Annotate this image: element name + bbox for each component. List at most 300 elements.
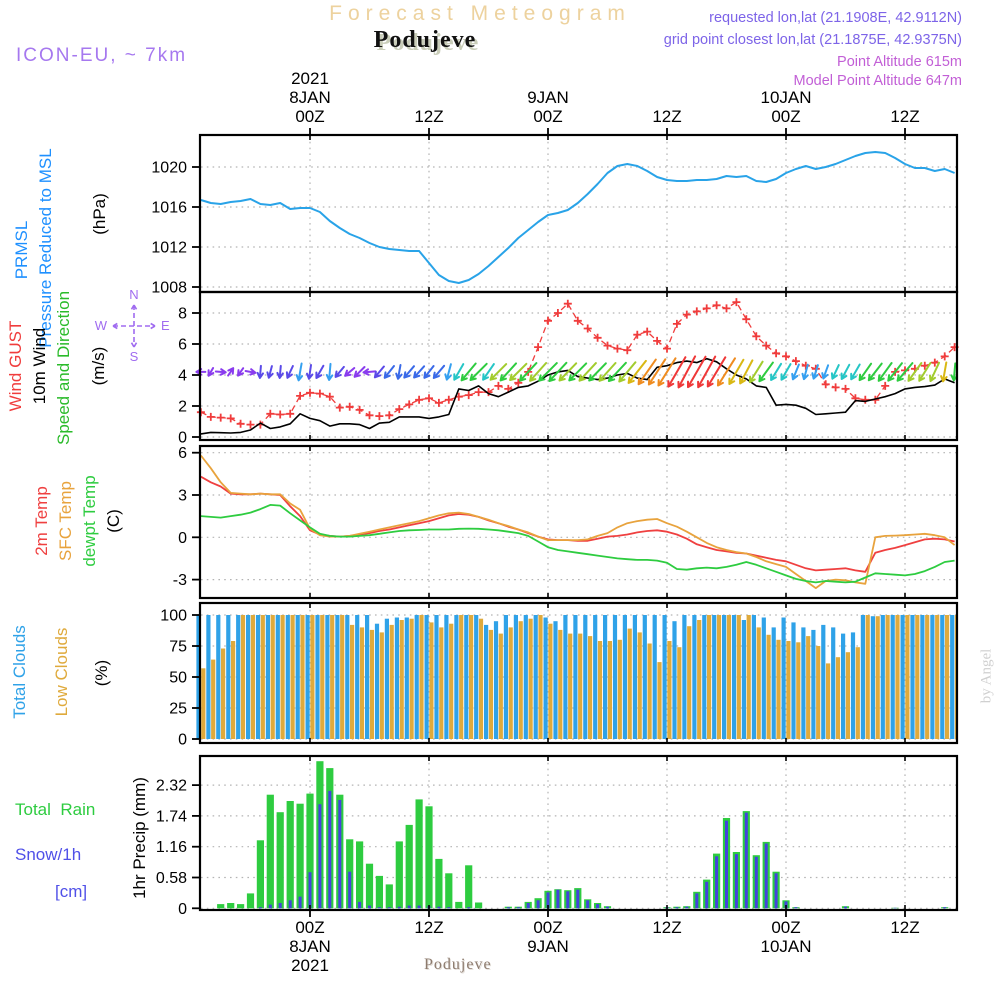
rain-bar [475, 903, 482, 909]
temp-axis-label: dewpt Temp [80, 475, 99, 567]
rain-bar [267, 795, 274, 909]
wind-axis-label: Wind GUST [6, 320, 25, 412]
total-cloud-bar [563, 615, 567, 739]
low-cloud-bar [657, 662, 661, 739]
wind-direction-arrow [246, 369, 256, 374]
low-cloud-bar [429, 622, 433, 739]
total-cloud-bar [375, 624, 379, 739]
wind-direction-arrow [424, 366, 433, 378]
wind-direction-arrow [782, 364, 791, 380]
top-axis-date-label: 8JAN [289, 88, 331, 107]
rain-bar [366, 864, 373, 909]
snow-bar [437, 907, 440, 909]
wind-direction-arrow [364, 369, 376, 374]
wind-ytick-label: 8 [178, 305, 187, 323]
model-altitude-label: Model Point Altitude 647m [793, 73, 962, 89]
total-cloud-bar [712, 615, 716, 739]
pressure-axis-label: Pressure Reduced to MSL [36, 148, 55, 348]
total-cloud-bar [583, 615, 587, 739]
low-cloud-bar [221, 649, 225, 740]
total-cloud-bar [752, 615, 756, 739]
low-cloud-bar [330, 615, 334, 739]
low-cloud-bar [925, 615, 929, 739]
wind-direction-arrow [216, 369, 226, 375]
bottom-axis-date-label: 10JAN [760, 937, 812, 956]
low-cloud-bar [340, 615, 344, 739]
rain-bar [227, 903, 234, 908]
low-cloud-bar [905, 615, 909, 739]
top-axis-time-label: 00Z [295, 107, 325, 126]
pressure-ytick-label: 1008 [151, 279, 187, 297]
bottom-axis-time-label: 12Z [890, 918, 920, 937]
total-cloud-bar [524, 615, 528, 739]
snow-bar [318, 804, 321, 908]
low-cloud-bar [697, 620, 701, 739]
total-cloud-bar [335, 615, 339, 739]
low-cloud-bar [677, 647, 681, 739]
total-cloud-bar [920, 615, 924, 739]
wind-direction-arrow [209, 368, 214, 376]
total-cloud-bar [762, 618, 766, 740]
snow-bar [299, 897, 302, 909]
low-cloud-bar [826, 663, 830, 739]
low-cloud-bar [796, 642, 800, 739]
low-cloud-bar [251, 615, 255, 739]
temp-axis-label: (C) [104, 509, 123, 533]
total-cloud-bar [663, 615, 667, 739]
low-cloud-bar [578, 634, 582, 739]
total-cloud-bar [306, 615, 310, 739]
wind-direction-arrow [668, 357, 685, 386]
snow-bar [566, 891, 569, 908]
low-cloud-bar [360, 627, 364, 739]
total-cloud-bar [365, 615, 369, 739]
snow-bar [844, 907, 847, 909]
low-cloud-bar [806, 636, 810, 739]
low-cloud-bar [856, 647, 860, 739]
low-cloud-bar [380, 632, 384, 739]
total-cloud-bar [216, 615, 220, 739]
bottom-axis-year-label: 2021 [291, 956, 329, 975]
low-cloud-bar [548, 624, 552, 739]
total-cloud-bar [296, 615, 300, 739]
total-cloud-bar [633, 615, 637, 739]
snow-bar [735, 854, 738, 908]
wind-direction-arrow [258, 366, 263, 378]
low-cloud-bar [469, 615, 473, 739]
wind-direction-arrow [520, 363, 536, 381]
snow-bar [388, 907, 391, 908]
wind-direction-arrow [539, 363, 557, 381]
wind-direction-arrow [649, 359, 665, 384]
precip-axis-label: Total Rain [15, 800, 96, 819]
low-cloud-bar [836, 657, 840, 739]
wind-direction-arrow [832, 365, 839, 379]
snow-bar [378, 907, 381, 908]
temp-axis-label: 2m Temp [32, 486, 51, 556]
precip-ytick-label: 1.74 [155, 808, 187, 826]
wind-direction-arrow [327, 364, 333, 380]
snow-bar [348, 872, 351, 909]
rain-bar [277, 812, 284, 908]
compass-rose-icon [113, 305, 155, 347]
wind-direction-arrow [941, 363, 947, 382]
snow-bar [765, 844, 768, 909]
total-cloud-bar [613, 615, 617, 739]
low-cloud-bar [370, 630, 374, 739]
total-cloud-bar [454, 615, 458, 739]
low-cloud-bar [538, 615, 542, 739]
total-cloud-bar [653, 615, 657, 739]
precip-ytick-label: 1.16 [155, 839, 187, 857]
low-cloud-bar [846, 652, 850, 739]
low-cloud-bar [439, 627, 443, 739]
rain-bar [217, 904, 224, 908]
low-cloud-bar [400, 620, 404, 739]
rain-bar [297, 804, 304, 909]
wind-direction-arrow [385, 366, 394, 378]
rain-bar [445, 873, 452, 908]
wind-direction-arrow [609, 363, 626, 381]
total-cloud-bar [405, 618, 409, 740]
total-cloud-bar [801, 627, 805, 739]
rain-bar [287, 801, 294, 908]
wind-speed-line [201, 359, 955, 434]
total-cloud-bar [772, 627, 776, 739]
model-name-label: ICON-EU, ~ 7km [16, 45, 188, 66]
total-cloud-bar [266, 615, 270, 739]
total-cloud-bar [504, 615, 508, 739]
compass-west-label: W [94, 318, 107, 333]
low-cloud-bar [915, 615, 919, 739]
snow-bar [358, 902, 361, 908]
total-cloud-bar [494, 621, 498, 739]
low-cloud-bar [628, 629, 632, 739]
pressure-axis-label: (hPa) [90, 193, 109, 235]
snow-bar [745, 813, 748, 909]
wind-ytick-label: 0 [178, 429, 187, 447]
wind-direction-arrow [822, 365, 828, 378]
total-cloud-bar [732, 615, 736, 739]
precip-ytick-label: 0 [178, 900, 187, 918]
total-cloud-bar [286, 615, 290, 739]
snow-bar [576, 890, 579, 909]
total-cloud-bar [385, 619, 389, 739]
snow-bar [517, 907, 520, 908]
total-cloud-bar [791, 622, 795, 739]
low-cloud-bar [598, 641, 602, 739]
total-cloud-bar [930, 615, 934, 739]
low-cloud-bar [876, 616, 880, 739]
page-title: Podujeve [373, 27, 477, 53]
top-axis-date-label: 10JAN [760, 88, 812, 107]
total-cloud-bar [603, 615, 607, 739]
total-cloud-bar [325, 615, 329, 739]
low-cloud-bar [489, 630, 493, 739]
low-cloud-bar [291, 615, 295, 739]
rain-bar [455, 902, 462, 908]
low-cloud-bar [638, 632, 642, 739]
snow-bar [507, 907, 510, 908]
total-cloud-bar [643, 615, 647, 739]
snow-bar [408, 906, 411, 909]
low-cloud-bar [350, 625, 354, 739]
bottom-axis-time-label: 12Z [414, 918, 444, 937]
wind-direction-arrow [501, 363, 516, 380]
total-cloud-bar [464, 615, 468, 739]
total-cloud-bar [811, 630, 815, 739]
total-cloud-bar [861, 615, 865, 739]
temp-ytick-label: 0 [178, 529, 187, 547]
total-cloud-bar [841, 634, 845, 739]
rain-bar [425, 806, 432, 908]
low-cloud-bar [281, 615, 285, 739]
snow-bar [755, 857, 758, 909]
clouds-axis-label: (%) [92, 659, 111, 687]
wind-direction-arrow [445, 364, 451, 379]
low-cloud-bar [866, 615, 870, 739]
low-cloud-bar [459, 615, 463, 739]
snow-bar [794, 907, 797, 908]
rain-bar [416, 799, 423, 908]
top-axis-time-label: 00Z [771, 107, 801, 126]
snow-bar [675, 907, 678, 908]
low-cloud-bar [935, 615, 939, 739]
low-cloud-bar [816, 646, 820, 739]
low-cloud-bar [786, 641, 790, 739]
total-cloud-bar [236, 615, 240, 739]
clouds-ytick-label: 100 [160, 607, 187, 625]
wind-ytick-label: 6 [178, 336, 187, 354]
total-cloud-bar [881, 615, 885, 739]
clouds-ytick-label: 75 [169, 638, 187, 656]
wind-direction-arrow [375, 367, 384, 378]
total-cloud-bar [226, 615, 230, 739]
temp-ytick-label: 3 [178, 487, 187, 505]
wind-axis-label: 10m Wind [30, 327, 49, 405]
rain-bar [376, 876, 383, 908]
bottom-axis-time-label: 00Z [771, 918, 801, 937]
total-cloud-bar [514, 615, 518, 739]
low-cloud-bar [707, 615, 711, 739]
pressure-line [201, 152, 955, 283]
compass-north-label: N [129, 287, 139, 302]
total-cloud-bar [544, 618, 548, 740]
bottom-axis-time-label: 12Z [652, 918, 682, 937]
temp-2m-line [201, 477, 955, 572]
snow-bar [527, 903, 530, 908]
snow-bar [259, 907, 262, 908]
snow-bar [725, 821, 728, 909]
low-cloud-bar [310, 615, 314, 739]
top-axis-date-label: 9JAN [527, 88, 569, 107]
gust-plus-markers [197, 298, 959, 429]
snow-bar [685, 907, 688, 909]
compass-east-label: E [161, 318, 170, 333]
wind-direction-arrow [287, 366, 293, 378]
precip-axis-label: [cm] [55, 882, 88, 901]
low-cloud-bar [231, 641, 235, 739]
bottom-axis-date-label: 9JAN [527, 937, 569, 956]
wind-direction-arrow [404, 366, 414, 377]
requested-coords-label: requested lon,lat (21.1908E, 42.9112N) [709, 10, 962, 26]
total-cloud-bar [702, 615, 706, 739]
top-axis-time-label: 12Z [890, 107, 920, 126]
rain-bar [465, 865, 472, 908]
snow-bar [447, 907, 450, 908]
snow-bar [368, 906, 371, 909]
wind-ytick-label: 2 [178, 398, 187, 416]
low-cloud-bar [479, 619, 483, 739]
low-cloud-bar [757, 627, 761, 739]
rain-bar [237, 904, 244, 908]
wind-direction-arrow [851, 365, 860, 380]
pressure-panel-border [200, 135, 957, 292]
total-cloud-bar [395, 618, 399, 740]
temp-dewpt-line [201, 505, 955, 583]
snow-bar [596, 904, 599, 908]
total-cloud-bar [901, 615, 905, 739]
wind-direction-arrow [434, 366, 444, 378]
low-cloud-bar [201, 668, 205, 739]
clouds-axis-label: Total Clouds [10, 625, 29, 719]
compass-south-label: S [129, 349, 139, 364]
low-cloud-bar [618, 640, 622, 739]
total-cloud-bar [831, 627, 835, 739]
low-cloud-bar [717, 615, 721, 739]
low-cloud-bar [727, 615, 731, 739]
total-cloud-bar [821, 625, 825, 739]
low-cloud-bar [419, 615, 423, 739]
total-cloud-bar [851, 632, 855, 739]
low-cloud-bar [499, 634, 503, 739]
low-cloud-bar [588, 636, 592, 739]
total-cloud-bar [593, 615, 597, 739]
wind-direction-arrow [297, 364, 302, 381]
top-axis-year-label: 2021 [291, 69, 329, 88]
total-cloud-bar [206, 615, 210, 739]
total-cloud-bar [682, 615, 686, 739]
low-cloud-bar [410, 619, 414, 739]
wind-direction-arrow [277, 366, 283, 378]
total-cloud-bar [623, 615, 627, 739]
total-cloud-bar [742, 620, 746, 739]
total-cloud-bar [573, 615, 577, 739]
pressure-axis-label: PRMSL [12, 220, 31, 280]
bottom-axis-time-label: 00Z [295, 918, 325, 937]
wind-panel-border [200, 292, 957, 440]
wind-direction-arrow [316, 366, 323, 378]
low-cloud-bar [747, 615, 751, 739]
wind-ytick-label: 4 [178, 367, 187, 385]
wind-direction-arrow [414, 366, 424, 377]
low-cloud-bar [449, 624, 453, 739]
credit-label: by Angel [978, 648, 995, 704]
total-cloud-bar [415, 615, 419, 739]
rain-bar [356, 841, 363, 908]
snow-bar [556, 890, 559, 909]
wind-direction-arrow [336, 367, 344, 377]
snow-bar [467, 907, 470, 908]
precip-ytick-label: 0.58 [155, 870, 187, 888]
total-cloud-bar [355, 615, 359, 739]
total-cloud-bar [474, 615, 478, 739]
low-cloud-bar [737, 615, 741, 739]
wind-axis-label: Speed and Direction [54, 290, 73, 446]
total-cloud-bar [782, 618, 786, 740]
precip-axis-label: 1hr Precip (mm) [130, 777, 149, 899]
low-cloud-bar [895, 615, 899, 739]
low-cloud-bar [211, 660, 215, 739]
snow-bar [695, 893, 698, 908]
snow-bar [943, 907, 946, 908]
total-cloud-bar [940, 615, 944, 739]
rain-bar [386, 884, 393, 908]
snow-bar [775, 873, 778, 908]
snow-bar [418, 906, 421, 909]
top-axis-time-label: 12Z [414, 107, 444, 126]
total-cloud-bar [950, 615, 954, 739]
total-cloud-bar [276, 615, 280, 739]
total-cloud-bar [910, 615, 914, 739]
low-cloud-bar [667, 641, 671, 739]
bottom-axis-date-label: 8JAN [289, 937, 331, 956]
total-cloud-bar [444, 615, 448, 739]
low-cloud-bar [529, 619, 533, 739]
total-cloud-bar [692, 615, 696, 739]
temp-ytick-label: -3 [172, 572, 187, 590]
total-cloud-bar [484, 625, 488, 739]
grid-point-coords-label: grid point closest lon,lat (21.1875E, 42.9375N) [663, 32, 962, 48]
wind-direction-arrow [771, 364, 781, 380]
top-axis-time-label: 12Z [652, 107, 682, 126]
snow-bar [269, 905, 272, 909]
low-cloud-bar [648, 644, 652, 740]
wind-direction-arrow [267, 366, 272, 378]
total-cloud-bar [871, 616, 875, 739]
low-cloud-bar [886, 615, 890, 739]
total-cloud-bar [425, 615, 429, 739]
total-cloud-bar [891, 615, 895, 739]
temp-axis-label: SFC Temp [56, 481, 75, 561]
low-cloud-bar [390, 625, 394, 739]
snow-bar [705, 882, 708, 909]
wind-direction-arrow [307, 365, 312, 379]
temp-ytick-label: 6 [178, 445, 187, 463]
snow-bar [894, 908, 897, 909]
total-cloud-bar [315, 615, 319, 739]
low-cloud-bar [261, 615, 265, 739]
pressure-ytick-label: 1012 [151, 239, 187, 257]
total-cloud-bar [553, 621, 557, 739]
snow-bar [328, 791, 331, 908]
rain-bar [257, 840, 264, 908]
total-cloud-bar [246, 615, 250, 739]
snow-bar [715, 856, 718, 908]
low-cloud-bar [241, 615, 245, 739]
pressure-ytick-label: 1020 [151, 159, 187, 177]
wind-axis-label: (m/s) [89, 346, 108, 386]
wind-direction-arrow [842, 365, 850, 379]
footer-station-label: Podujeve [424, 956, 492, 973]
low-cloud-bar [776, 640, 780, 739]
low-cloud-bar [568, 634, 572, 739]
total-cloud-bar [534, 615, 538, 739]
low-cloud-bar [558, 630, 562, 739]
wind-direction-arrow [792, 365, 799, 380]
pressure-ytick-label: 1016 [151, 199, 187, 217]
clouds-ytick-label: 0 [178, 731, 187, 749]
